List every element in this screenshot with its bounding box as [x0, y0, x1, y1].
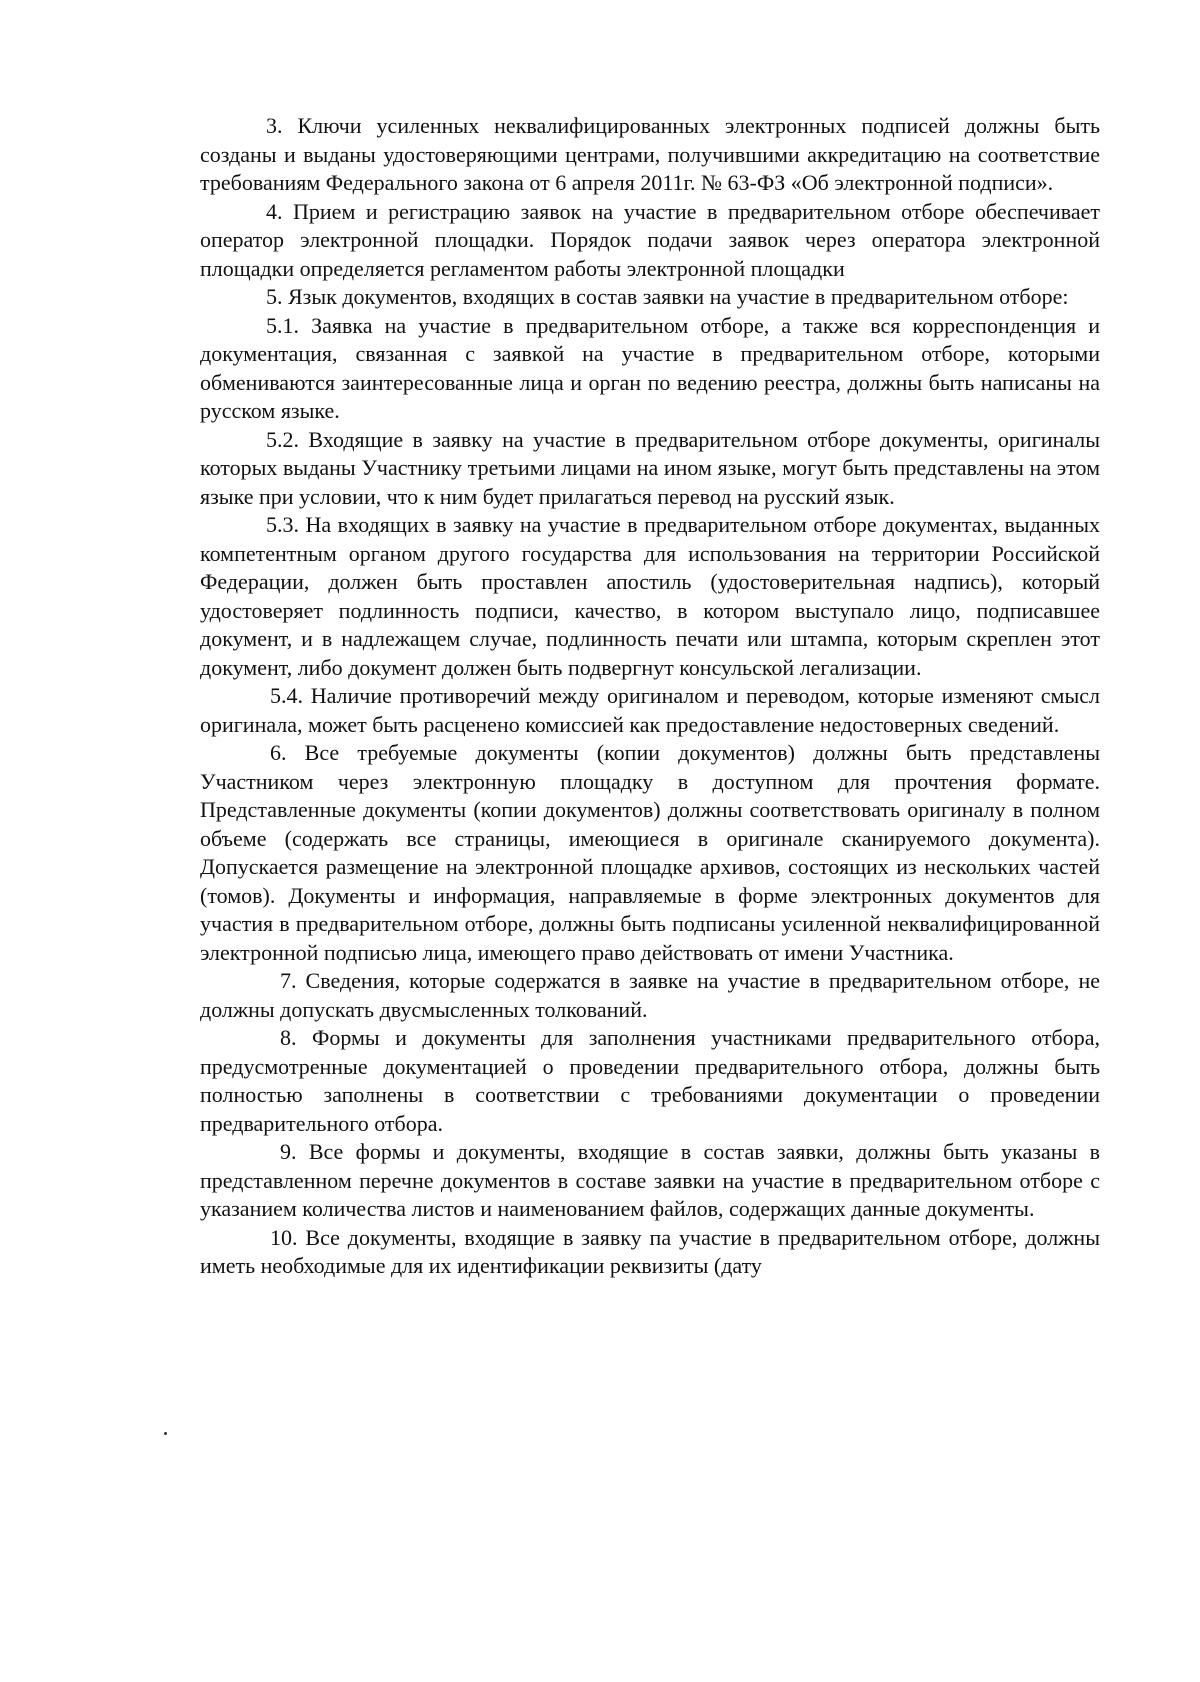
paragraph-5-3: 5.3. На входящих в заявку на участие в предварительном отборе документах, выданных компетентным органом другого государства для использования на территории Российской Федерации, должен быть проставлен апостиль (удостоверительная надпись), который удостоверяет подлинность подписи, качество, в котором выступало лицо, подписавшее документ, и в надлежащем случае, подлинность печати или штампа, которым скреплен этот документ, либо документ должен быть подвергнут консульской легализации.	[200, 512, 1100, 680]
paragraph-4: 4. Прием и регистрацию заявок на участие в предварительном отборе обеспечивает оператор электронной площадки. Порядок подачи заявок через оператора электронной площадки определяется регламентом работы электронной площадки	[200, 198, 1100, 281]
paragraph-3: 3. Ключи усиленных неквалифицированных электронных подписей должны быть созданы и выданы удостоверяющими центрами, получившими аккредитацию на соответствие требованиям Федерального закона от 6 апреля 2011г. № 63-ФЗ «Об электронной подписи».	[200, 113, 1100, 195]
paragraph-7: 7. Сведения, которые содержатся в заявке на участие в предварительном отборе, не должны допускать двусмысленных толкований.	[200, 968, 1100, 1022]
paragraph-5-1: 5.1. Заявка на участие в предварительном отборе, а также вся корреспонденция и документация, связанная с заявкой на участие в предварительном отборе, которыми обмениваются заинтересованные лица и орган по ведению реестра, должны быть написаны на русском языке.	[200, 312, 1100, 423]
paragraph-9: 9. Все формы и документы, входящие в состав заявки, должны быть указаны в представленном перечне документов в составе заявки на участие в предварительном отборе с указанием количества листов и наименованием файлов, содержащих данные документы.	[200, 1139, 1100, 1221]
paragraph-10: 10. Все документы, входящие в заявку па участие в предварительном отборе, должны иметь необходимые для их идентификации реквизиты (дату	[200, 1224, 1100, 1278]
paragraph-5: 5. Язык документов, входящих в состав заявки на участие в предварительном отборе:	[266, 284, 1069, 309]
paragraph-6: 6. Все требуемые документы (копии документов) должны быть представлены Участником через электронную площадку в доступном для прочтения формате. Представленные документы (копии документов) должны соответствовать оригиналу в полном объеме (содержать все страницы, имеющиеся в оригинале сканируемого документа). Допускается размещение на электронной площадке архивов, состоящих из нескольких частей (томов). Документы и информация, направляемые в форме электронных документов для участия в предварительном отборе, должны быть подписаны усиленной неквалифицированной электронной подписью лица, имеющего право действовать от имени Участника.	[200, 740, 1100, 965]
paragraph-8: 8. Формы и документы для заполнения участниками предварительного отбора, предусмотренные документацией о проведении предварительного отбора, должны быть полностью заполнены в соответствии с требованиями документации о проведении предварительного отбора.	[200, 1025, 1100, 1136]
document-page	[200, 112, 1100, 1281]
paragraph-5-4: 5.4. Наличие противоречий между оригиналом и переводом, которые изменяют смысл оригинала, может быть расценено комиссией как предоставление недостоверных сведений.	[200, 683, 1100, 737]
paragraph-5-2: 5.2. Входящие в заявку на участие в предварительном отборе документы, оригиналы которых выданы Участнику третьими лицами на ином языке, могут быть представлены на этом языке при условии, что к ним будет прилагаться перевод на русский язык.	[200, 426, 1100, 509]
scan-artifact-dot	[164, 1432, 167, 1435]
